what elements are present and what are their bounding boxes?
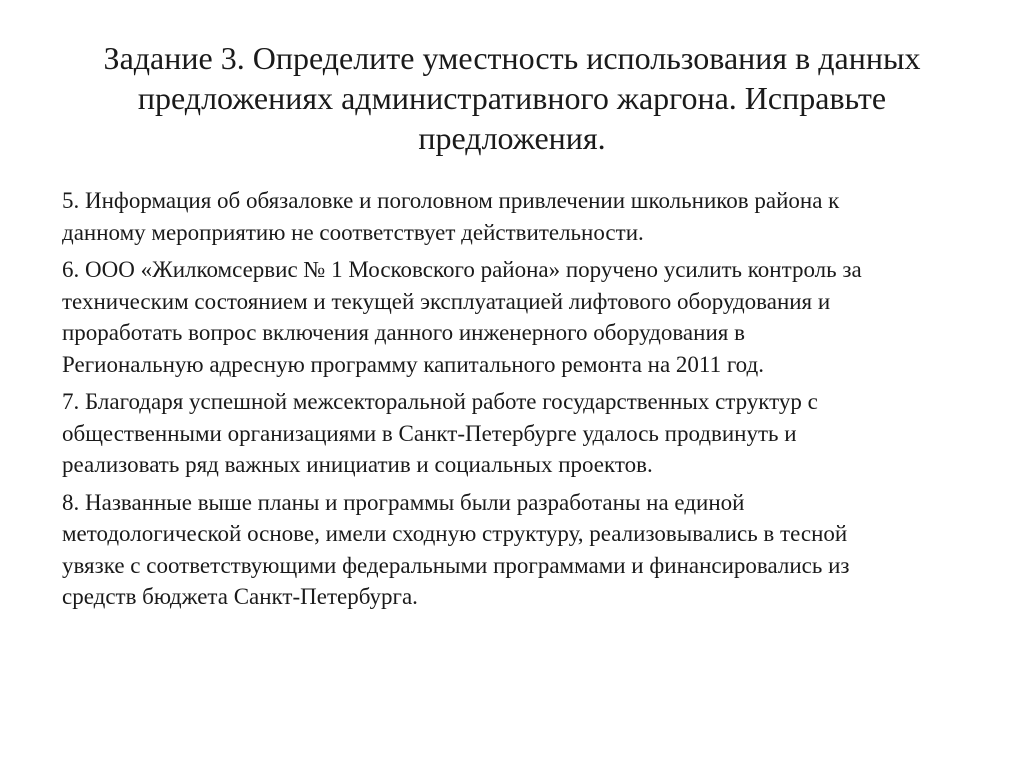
text-line: увязке с соответствующими федеральными программами и финансировались из (62, 552, 850, 578)
text-line: 7. Благодаря успешной межсекторальной работе государственных структур с (62, 389, 818, 414)
text-line: 6. ООО «Жилкомсервис № 1 Московского района» поручено усилить контроль за (62, 257, 862, 282)
title-line: предложения. (418, 120, 606, 156)
text-line: методологической основе, имели сходную структуру, реализовывались в тесной (62, 521, 848, 546)
slide-body (62, 185, 982, 619)
text-line: данному мероприятию не соответствует действительности. (62, 219, 644, 245)
title-line: предложениях административного жаргона. Исправьте (137, 80, 887, 116)
text-line: Региональную адресную программу капитального ремонта на 2011 год. (62, 351, 764, 377)
text-line: 8. Названные выше планы и программы были разработаны на единой (62, 489, 745, 515)
slide-title (40, 38, 984, 158)
sentence-6 (62, 254, 982, 380)
text-line: средств бюджета Санкт-Петербурга. (62, 584, 418, 609)
title-line: Задание 3. Определите уместность использования в данных (103, 40, 921, 76)
text-line: техническим состоянием и текущей эксплуатацией лифтового оборудования и (62, 288, 831, 314)
text-line: проработать вопрос включения данного инженерного оборудования в (62, 320, 745, 345)
sentence-8 (62, 487, 982, 613)
text-line: 5. Информация об обязаловке и поголовном привлечении школьников района к (62, 188, 840, 213)
sentence-5 (62, 185, 982, 248)
sentence-7 (62, 386, 982, 481)
text-line: реализовать ряд важных инициатив и социальных проектов. (62, 452, 653, 477)
text-line: общественными организациями в Санкт-Петербурге удалось продвинуть и (62, 420, 797, 446)
